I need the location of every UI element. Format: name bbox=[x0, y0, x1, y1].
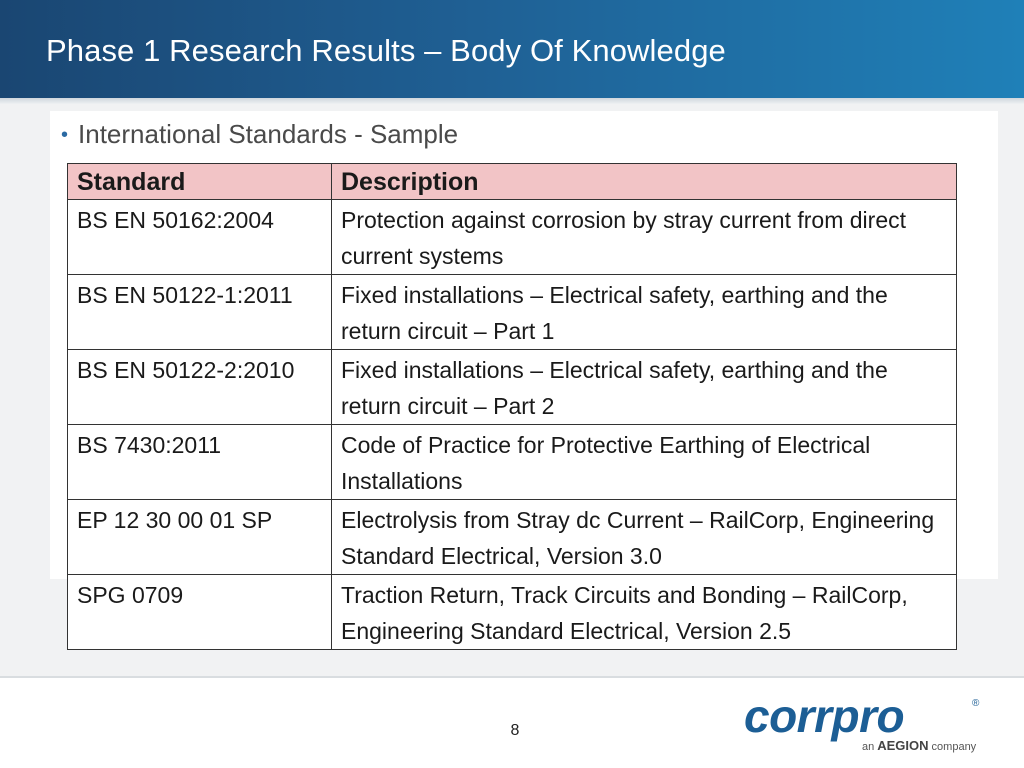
standard-cell: BS EN 50122-1:2011 bbox=[68, 275, 332, 350]
standard-cell: EP 12 30 00 01 SP bbox=[68, 500, 332, 575]
column-header-standard: Standard bbox=[68, 164, 332, 200]
slide-header bbox=[0, 0, 1024, 98]
standard-cell: BS EN 50122-2:2010 bbox=[68, 350, 332, 425]
description-cell: Protection against corrosion by stray current from direct current systems bbox=[332, 200, 957, 275]
table-row bbox=[68, 200, 957, 275]
description-cell: Electrolysis from Stray dc Current – RailCorp, Engineering Standard Electrical, Version 3.0 bbox=[332, 500, 957, 575]
logo-tagline-suffix: company bbox=[931, 741, 977, 753]
table-row bbox=[68, 500, 957, 575]
table-row bbox=[68, 575, 957, 650]
logo-wordmark: corrpro bbox=[744, 694, 905, 742]
bullet-text: International Standards - Sample bbox=[78, 119, 459, 149]
logo-tagline-brand: AEGION bbox=[877, 738, 929, 753]
standard-cell: BS EN 50162:2004 bbox=[68, 200, 332, 275]
table-row bbox=[68, 350, 957, 425]
standards-table bbox=[67, 163, 957, 650]
column-header-description: Description bbox=[332, 164, 957, 200]
description-cell: Fixed installations – Electrical safety, earthing and the return circuit – Part 1 bbox=[332, 275, 957, 350]
bullet-item bbox=[61, 119, 458, 150]
description-cell: Traction Return, Track Circuits and Bonding – RailCorp, Engineering Standard Electrical, Version 2.5 bbox=[332, 575, 957, 650]
table-row bbox=[68, 275, 957, 350]
logo-registered-mark: ® bbox=[972, 698, 980, 709]
logo-tagline bbox=[862, 738, 977, 753]
bullet-dot-icon: • bbox=[61, 124, 69, 146]
slide-title: Phase 1 Research Results – Body Of Knowledge bbox=[46, 33, 726, 68]
corrpro-logo bbox=[744, 694, 984, 756]
description-cell: Code of Practice for Protective Earthing of Electrical Installations bbox=[332, 425, 957, 500]
standard-cell: SPG 0709 bbox=[68, 575, 332, 650]
table-row bbox=[68, 425, 957, 500]
description-cell: Fixed installations – Electrical safety, earthing and the return circuit – Part 2 bbox=[332, 350, 957, 425]
standard-cell: BS 7430:2011 bbox=[68, 425, 332, 500]
logo-tagline-prefix: an bbox=[862, 741, 875, 753]
header-divider bbox=[0, 98, 1024, 104]
page-number: 8 bbox=[510, 722, 520, 739]
table-header-row bbox=[68, 164, 957, 200]
